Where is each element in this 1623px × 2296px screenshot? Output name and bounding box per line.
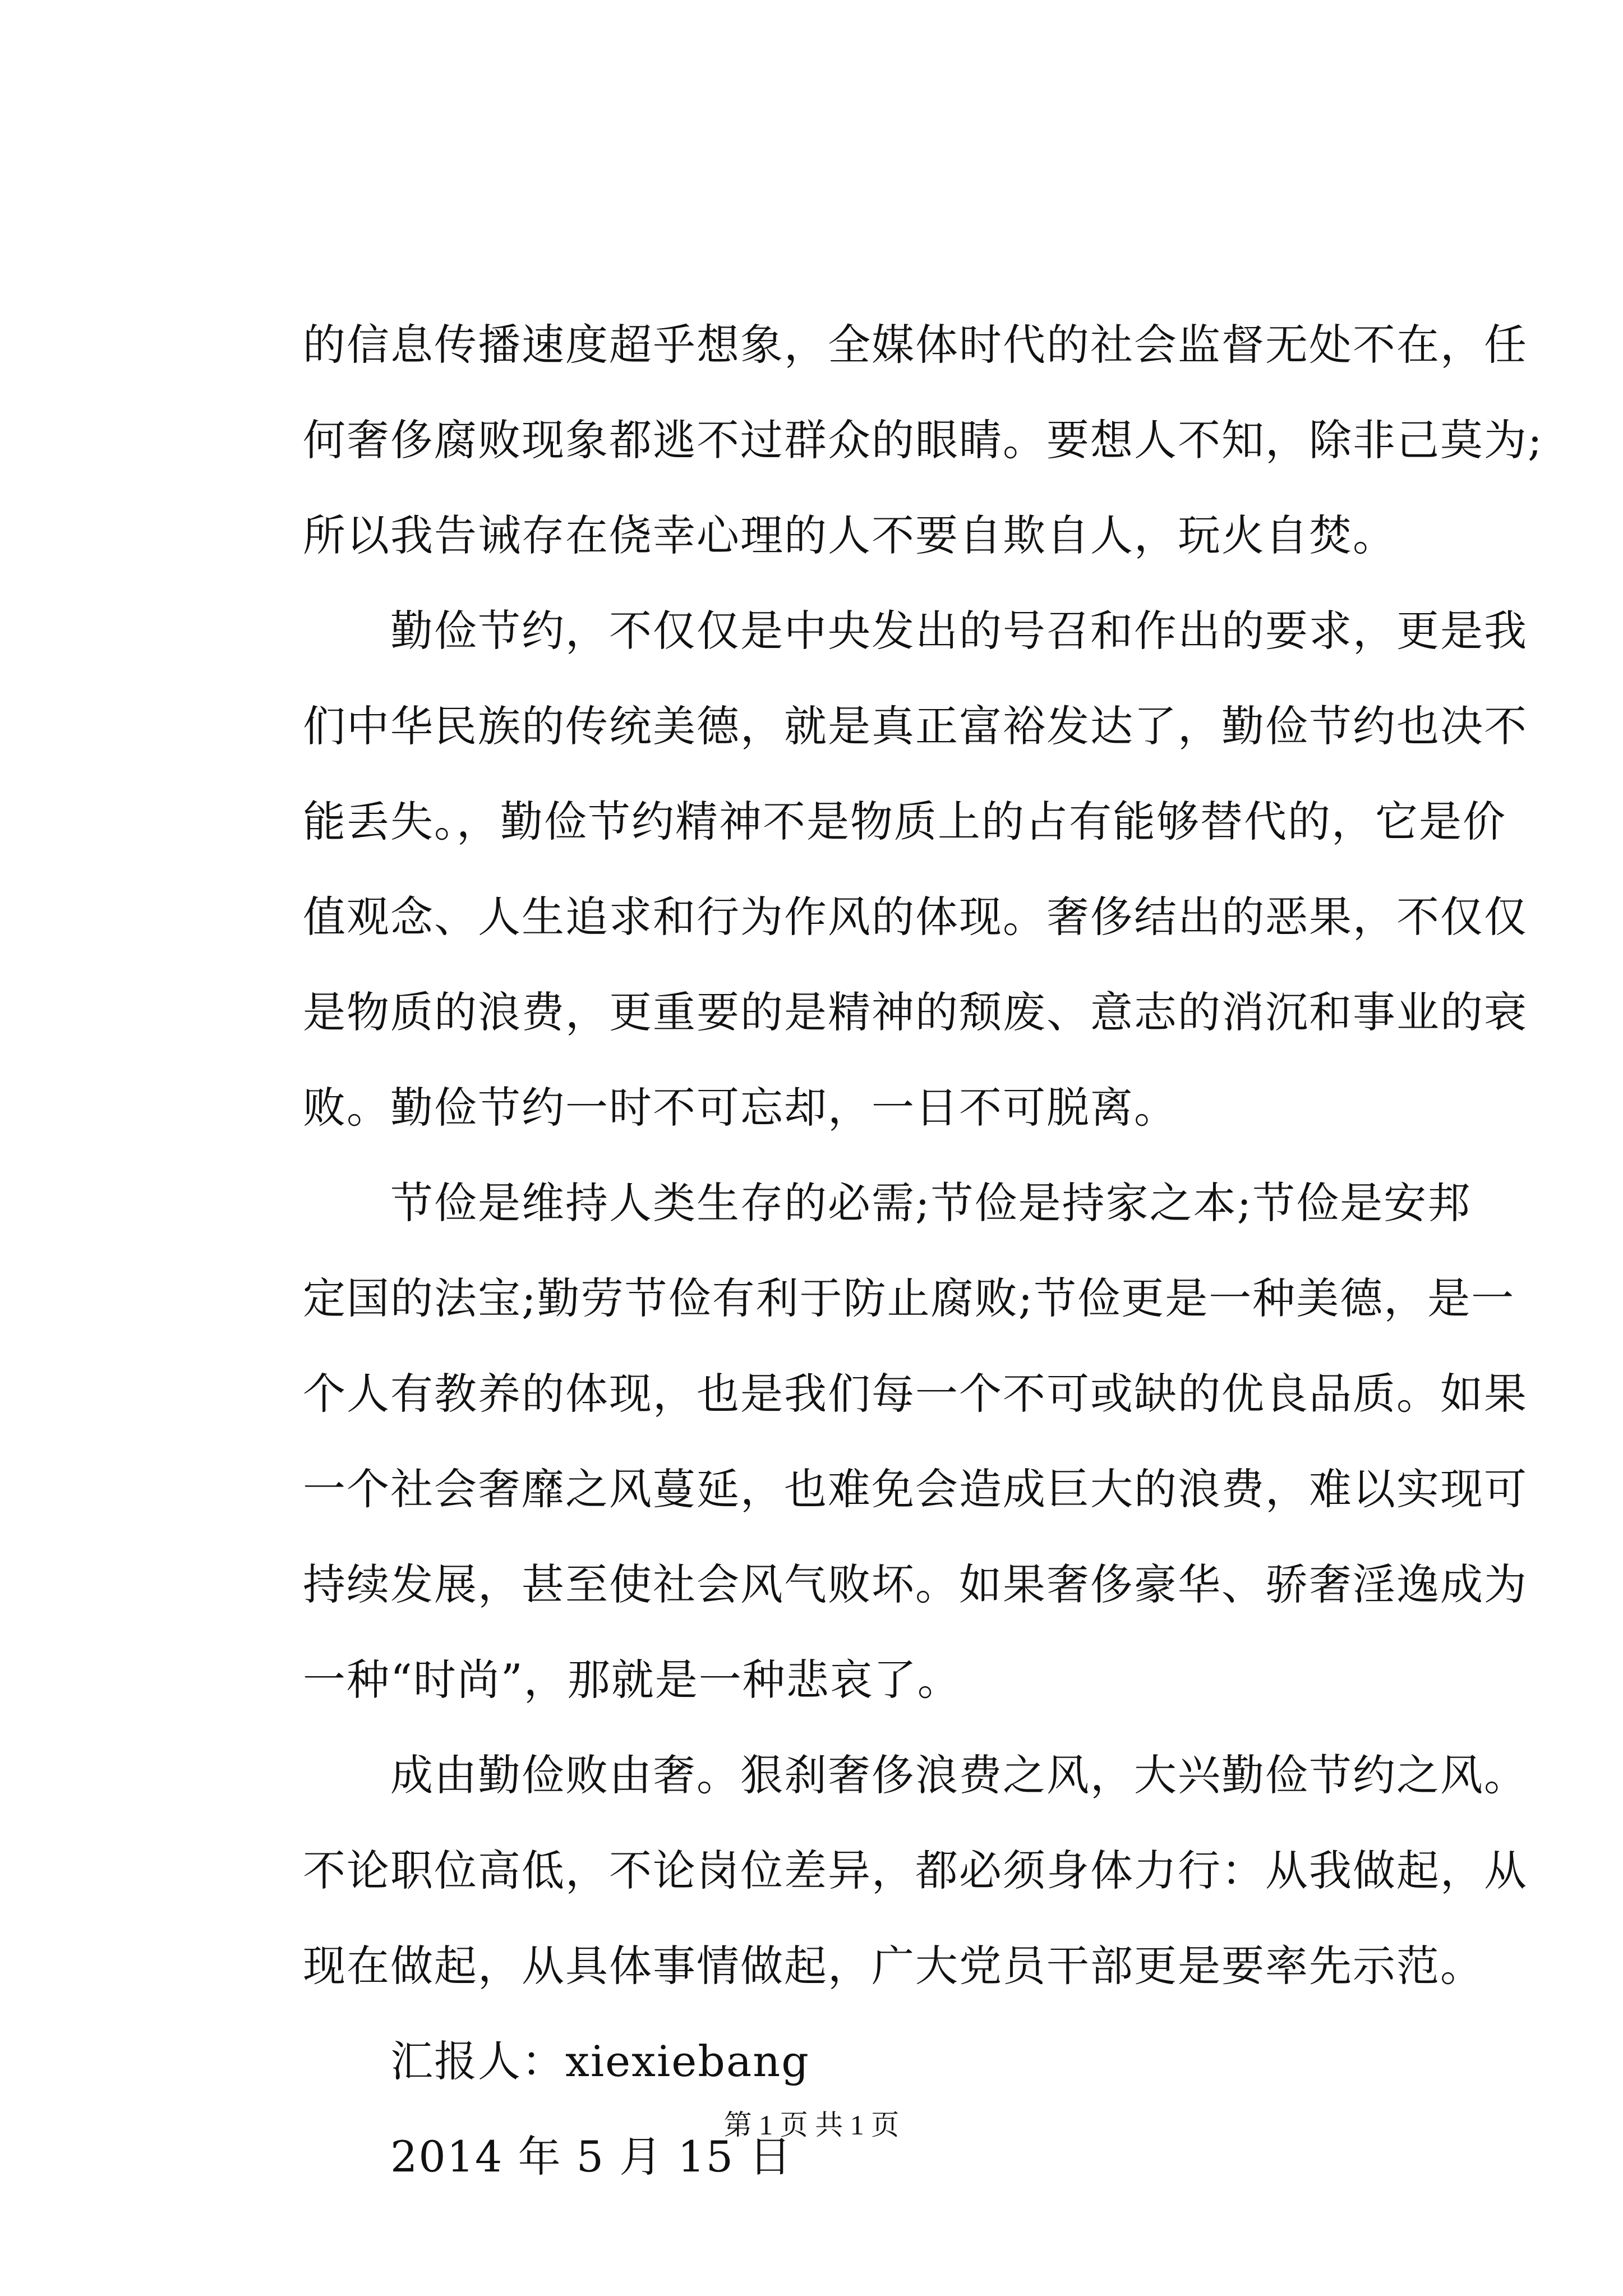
text-line: 个人有教养的体现，也是我们每一个不可或缺的优良品质。如果 [303,1369,1528,1419]
text-line: 所以我告诫存在侥幸心理的人不要自欺自人，玩火自焚。 [303,510,1396,560]
text-line: 不论职位高低，不论岗位差异，都必须身体力行：从我做起，从 [303,1846,1528,1895]
document-body [303,303,1543,2210]
date-line: 2014 年 5 月 15 日 [390,2132,793,2182]
reporter-line: 汇报人：xiexiebang [390,2036,810,2086]
text-line: 是物质的浪费，更重要的是精神的颓废、意志的消沉和事业的衰 [303,987,1528,1037]
text-line: 持续发展，甚至使社会风气败坏。如果奢侈豪华、骄奢淫逸成为 [303,1559,1528,1609]
text-line: 何奢侈腐败现象都逃不过群众的眼睛。要想人不知，除非己莫为; [303,415,1543,465]
paragraph-first-line: 勤俭节约，不仅仅是中央发出的号召和作出的要求，更是我 [390,606,1528,656]
text-line: 定国的法宝;勤劳节俭有利于防止腐败;节俭更是一种美德，是一 [303,1273,1515,1323]
page-footer: 第 1 页 共 1 页 [723,2109,900,2141]
text-line: 能丢失。，勤俭节约精神不是物质上的占有能够替代的，它是价 [303,797,1506,846]
paragraph-first-line: 成由勤俭败由奢。狠刹奢侈浪费之风，大兴勤俭节约之风。 [390,1750,1528,1800]
text-line: 一种“时尚”，那就是一种悲哀了。 [303,1655,961,1705]
text-line: 们中华民族的传统美德，就是真正富裕发达了，勤俭节约也决不 [303,701,1528,751]
text-line: 一个社会奢靡之风蔓延，也难免会造成巨大的浪费，难以实现可 [303,1464,1528,1514]
paragraph-first-line: 节俭是维持人类生存的必需;节俭是持家之本;节俭是安邦 [390,1178,1472,1228]
text-line: 的信息传播速度超乎想象，全媒体时代的社会监督无处不在，任 [303,320,1528,370]
text-line: 败。勤俭节约一时不可忘却，一日不可脱离。 [303,1083,1178,1133]
text-line: 值观念、人生追求和行为作风的体现。奢侈结出的恶果，不仅仅 [303,892,1528,942]
text-line: 现在做起，从具体事情做起，广大党员干部更是要率先示范。 [303,1941,1484,1991]
